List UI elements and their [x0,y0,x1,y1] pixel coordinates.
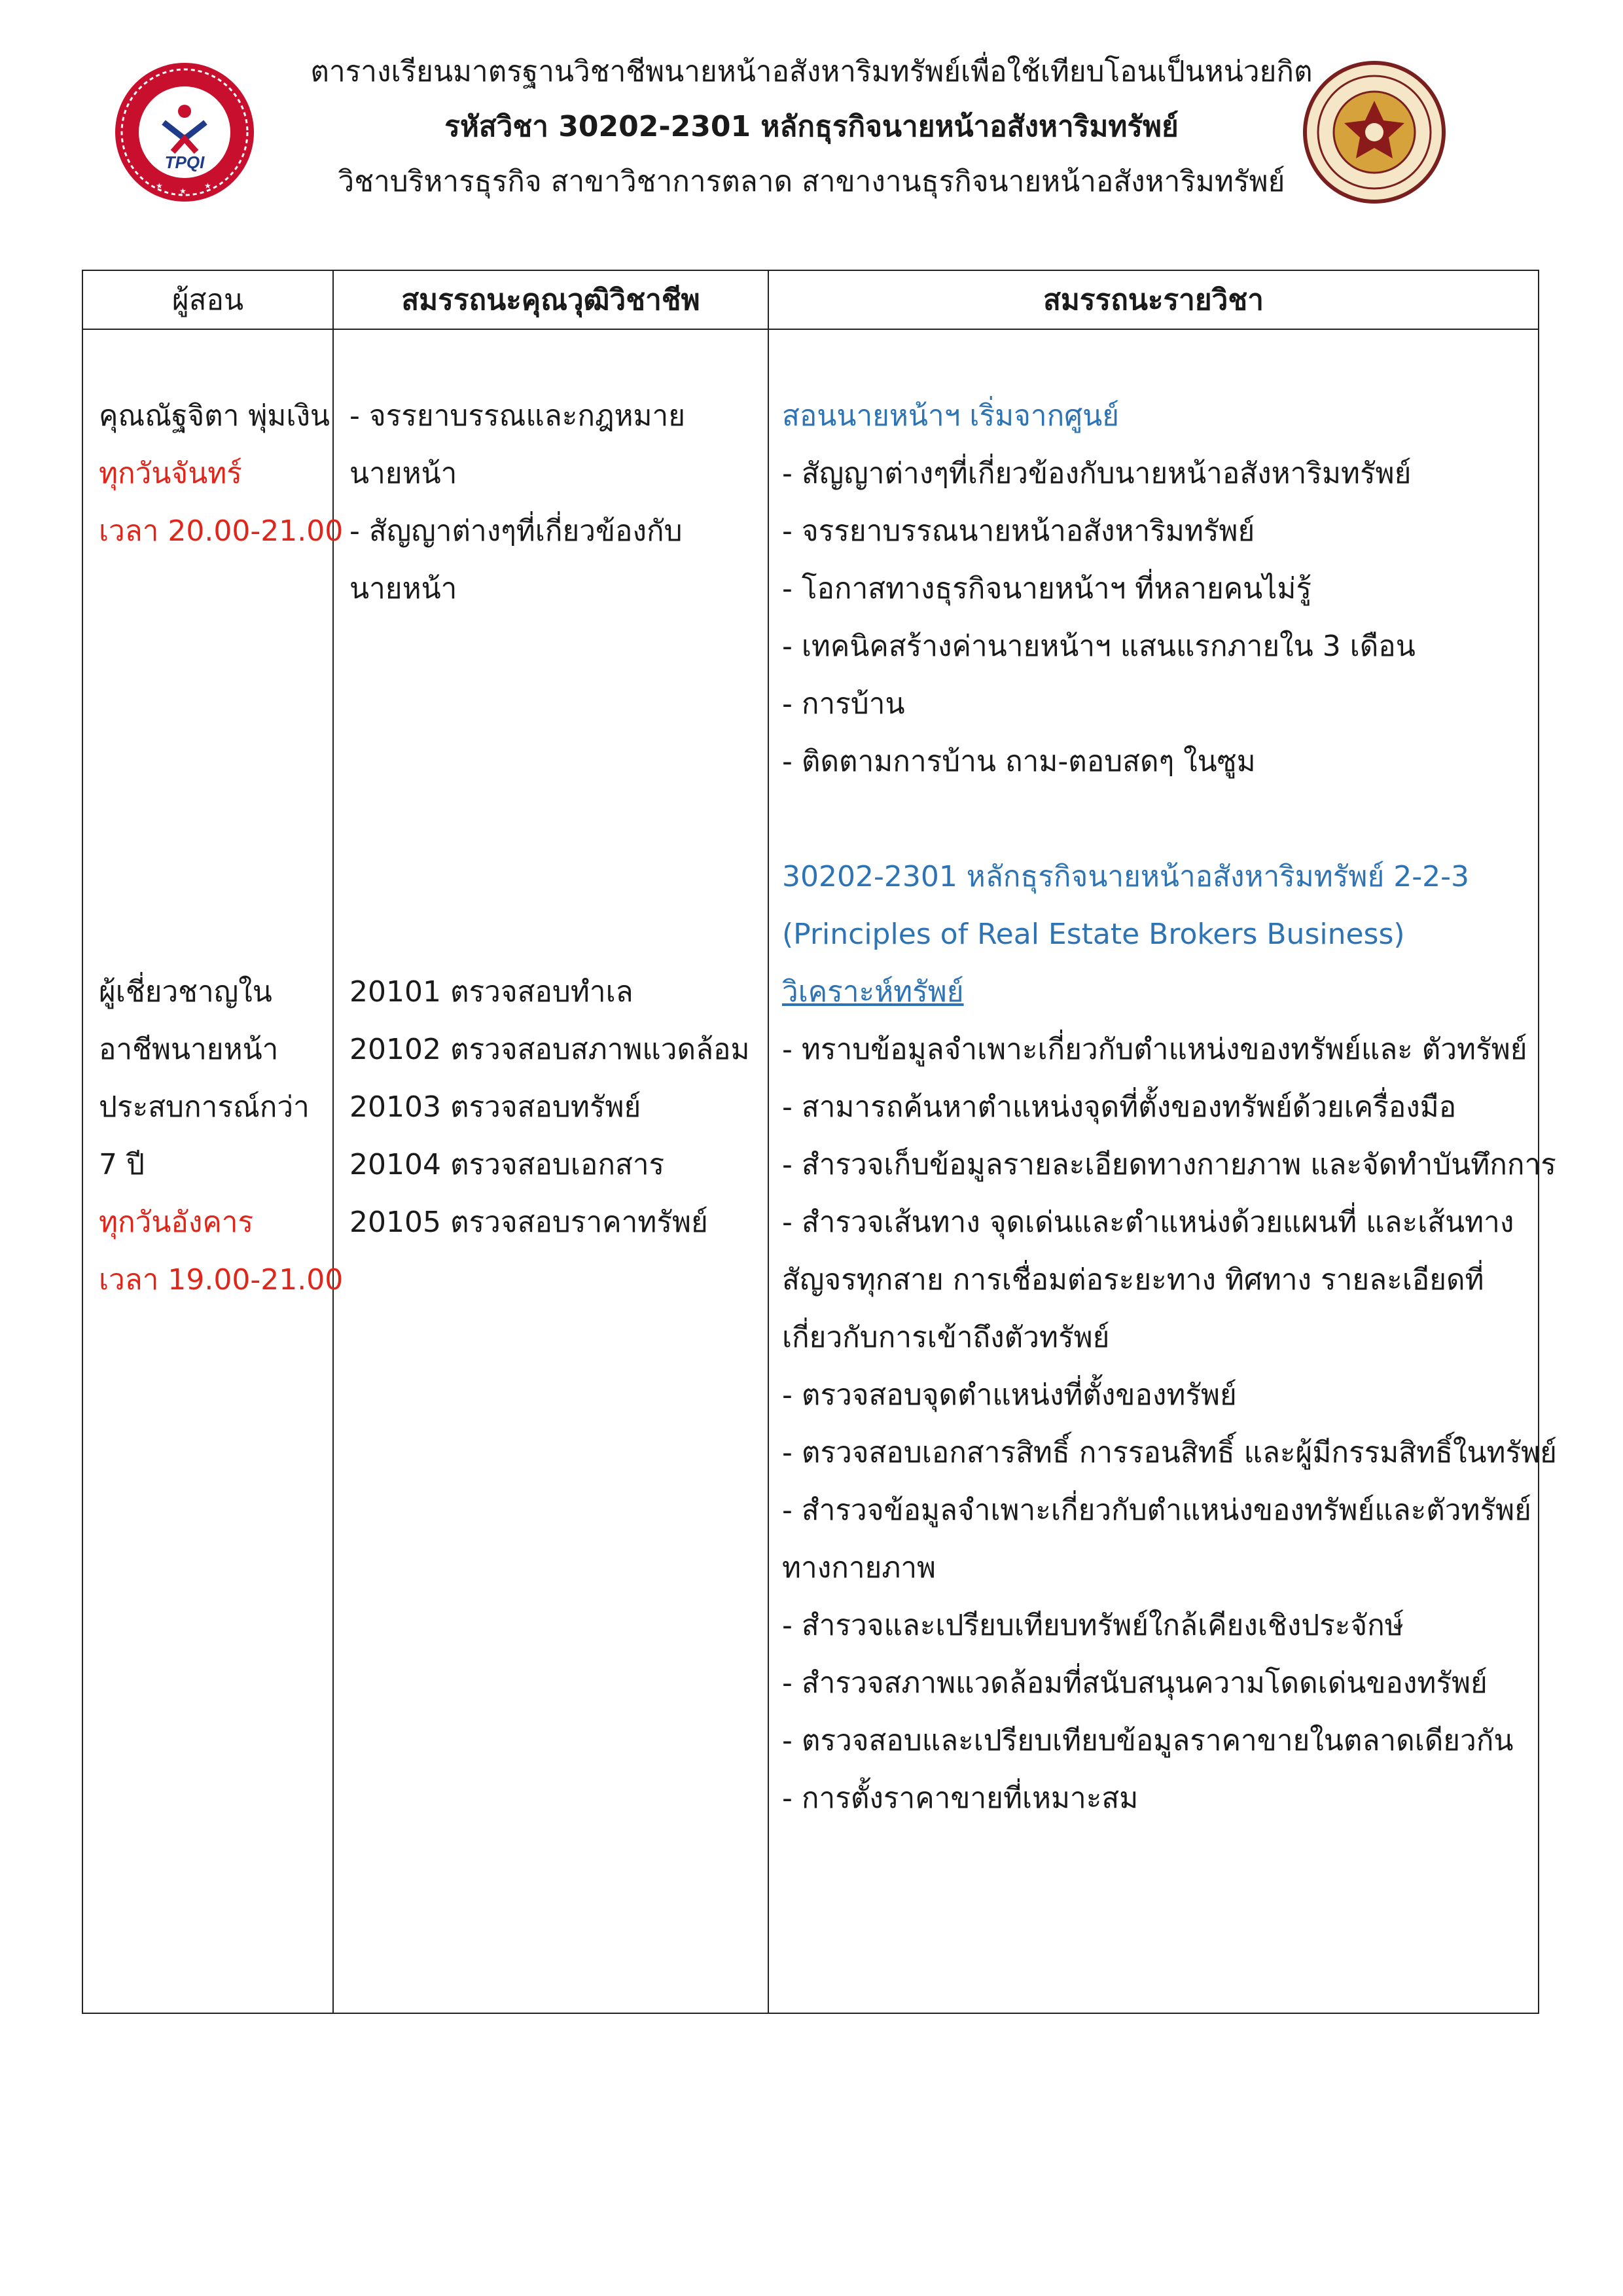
teacher2-day: ทุกวันอังคาร [99,1206,254,1239]
competency1-line: - จรรยาบรรณและกฎหมาย [349,399,686,433]
schedule-table [82,270,1557,2014]
subject2-item: - สำรวจสภาพแวดล้อมที่สนับสนุนความโดดเด่นของทรัพย์ [782,1666,1488,1700]
competency2-unit: 20102 ตรวจสอบสภาพแวดล้อม [349,1033,750,1066]
subject2-item: ทางกายภาพ [782,1551,936,1585]
teacher2-line: อาชีพนายหน้า [99,1033,279,1066]
header-subject-competency: สมรรถนะรายวิชา [768,270,1539,329]
document-title: ตารางเรียนมาตรฐานวิชาชีพนายหน้าอสังหาริมทรัพย์เพื่อใช้เทียบโอนเป็นหน่วยกิต [310,55,1313,88]
subject2-item: - ตรวจสอบและเปรียบเทียบข้อมูลราคาขายในตลาดเดียวกัน [782,1724,1514,1757]
subject2-english-title: (Principles of Real Estate Brokers Business) [782,918,1405,951]
subject2-item: เกี่ยวกับการเข้าถึงตัวทรัพย์ [782,1321,1110,1354]
subject2-item: - ตรวจสอบเอกสารสิทธิ์ การรอนสิทธิ์ และผู้มีกรรมสิทธิ์ในทรัพย์ [782,1436,1557,1469]
teacher-cell [82,329,344,2013]
teacher2-line: ประสบการณ์กว่า [99,1090,310,1124]
subject1-title: สอนนายหน้าฯ เริ่มจากศูนย์ [782,399,1120,433]
table-header-row [82,270,1539,329]
teacher1-time: เวลา 20.00-21.00 [99,514,344,548]
teacher2-time: เวลา 19.00-21.00 [99,1263,344,1297]
svg-text:★: ★ [179,187,187,196]
competency2-unit: 20101 ตรวจสอบทำเล [349,975,633,1009]
competency2-unit: 20105 ตรวจสอบราคาทรัพย์ [349,1206,708,1239]
teacher1-day: ทุกวันจันทร์ [99,457,242,490]
subject2-item: - สำรวจและเปรียบเทียบทรัพย์ใกล้เคียงเชิงประจักษ์ [782,1609,1404,1642]
subject1-item: - โอกาสทางธุรกิจนายหน้าฯ ที่หลายคนไม่รู้ [782,572,1312,605]
subject1-item: - การบ้าน [782,687,905,721]
subject2-item: - สำรวจเส้นทาง จุดเด่นและตำแหน่งด้วยแผนที่ และเส้นทาง [782,1206,1514,1239]
competency1-line: นายหน้า [349,572,457,605]
competency1-line: นายหน้า [349,457,457,490]
competency2-unit: 20104 ตรวจสอบเอกสาร [349,1148,665,1181]
svg-text:★: ★ [204,181,211,190]
competency2-unit: 20103 ตรวจสอบทรัพย์ [349,1090,641,1124]
subject2-item: - ทราบข้อมูลจำเพาะเกี่ยวกับตำแหน่งของทรัพย์และ ตัวทรัพย์ [782,1033,1527,1066]
svg-text:★: ★ [156,181,163,190]
tpqi-logo-text: TPQI [164,152,205,172]
header-teacher: ผู้สอน [82,270,333,329]
course-program: วิชาบริหารธุรกิจ สาขาวิชาการตลาด สาขางานธุรกิจนายหน้าอสังหาริมทรัพย์ [338,165,1285,198]
subject2-code: 30202-2301 หลักธุรกิจนายหน้าอสังหาริมทรัพย์ 2-2-3 [782,860,1469,893]
subject1-item: - สัญญาต่างๆที่เกี่ยวข้องกับนายหน้าอสังหาริมทรัพย์ [782,457,1412,490]
table-body-row [82,329,1539,2013]
header-professional-competency: สมรรถนะคุณวุฒิวิชาชีพ [333,270,768,329]
competency1-line: - สัญญาต่างๆที่เกี่ยวข้องกับ [349,514,683,548]
teacher2-line: ผู้เชี่ยวชาญใน [99,975,272,1009]
subject1-item: - จรรยาบรรณนายหน้าอสังหาริมทรัพย์ [782,514,1255,548]
professional-competency-cell [333,329,768,2013]
subject2-section-link[interactable]: วิเคราะห์ทรัพย์ [782,975,964,1009]
teacher1-name: คุณณัฐจิตา พุ่มเงิน [99,399,330,433]
tpqi-logo [113,60,257,204]
subject2-item: - สำรวจเก็บข้อมูลรายละเอียดทางกายภาพ และจัดทำบันทึกการ [782,1148,1556,1181]
subject1-item: - ติดตามการบ้าน ถาม-ตอบสดๆ ในซูม [782,745,1256,778]
subject-competency-cell [768,329,1557,2013]
subject2-item: - การตั้งราคาขายที่เหมาะสม [782,1782,1139,1815]
subject2-item: - สำรวจข้อมูลจำเพาะเกี่ยวกับตำแหน่งของทรัพย์และตัวทรัพย์ [782,1494,1531,1527]
teacher2-line: 7 ปี [99,1148,145,1181]
course-code-title: รหัสวิชา 30202-2301 หลักธุรกิจนายหน้าอสังหาริมทรัพย์ [444,110,1179,143]
subject2-item: - ตรวจสอบจุดตำแหน่งที่ตั้งของทรัพย์ [782,1378,1237,1412]
subject2-item: - สามารถค้นหาตำแหน่งจุดที่ตั้งของทรัพย์ด้วยเครื่องมือ [782,1090,1457,1124]
subject2-item: สัญจรทุกสาย การเชื่อมต่อระยะทาง ทิศทาง รายละเอียดที่ [782,1263,1484,1297]
subject1-item: - เทคนิคสร้างค่านายหน้าฯ แสนแรกภายใน 3 เดือน [782,630,1416,663]
